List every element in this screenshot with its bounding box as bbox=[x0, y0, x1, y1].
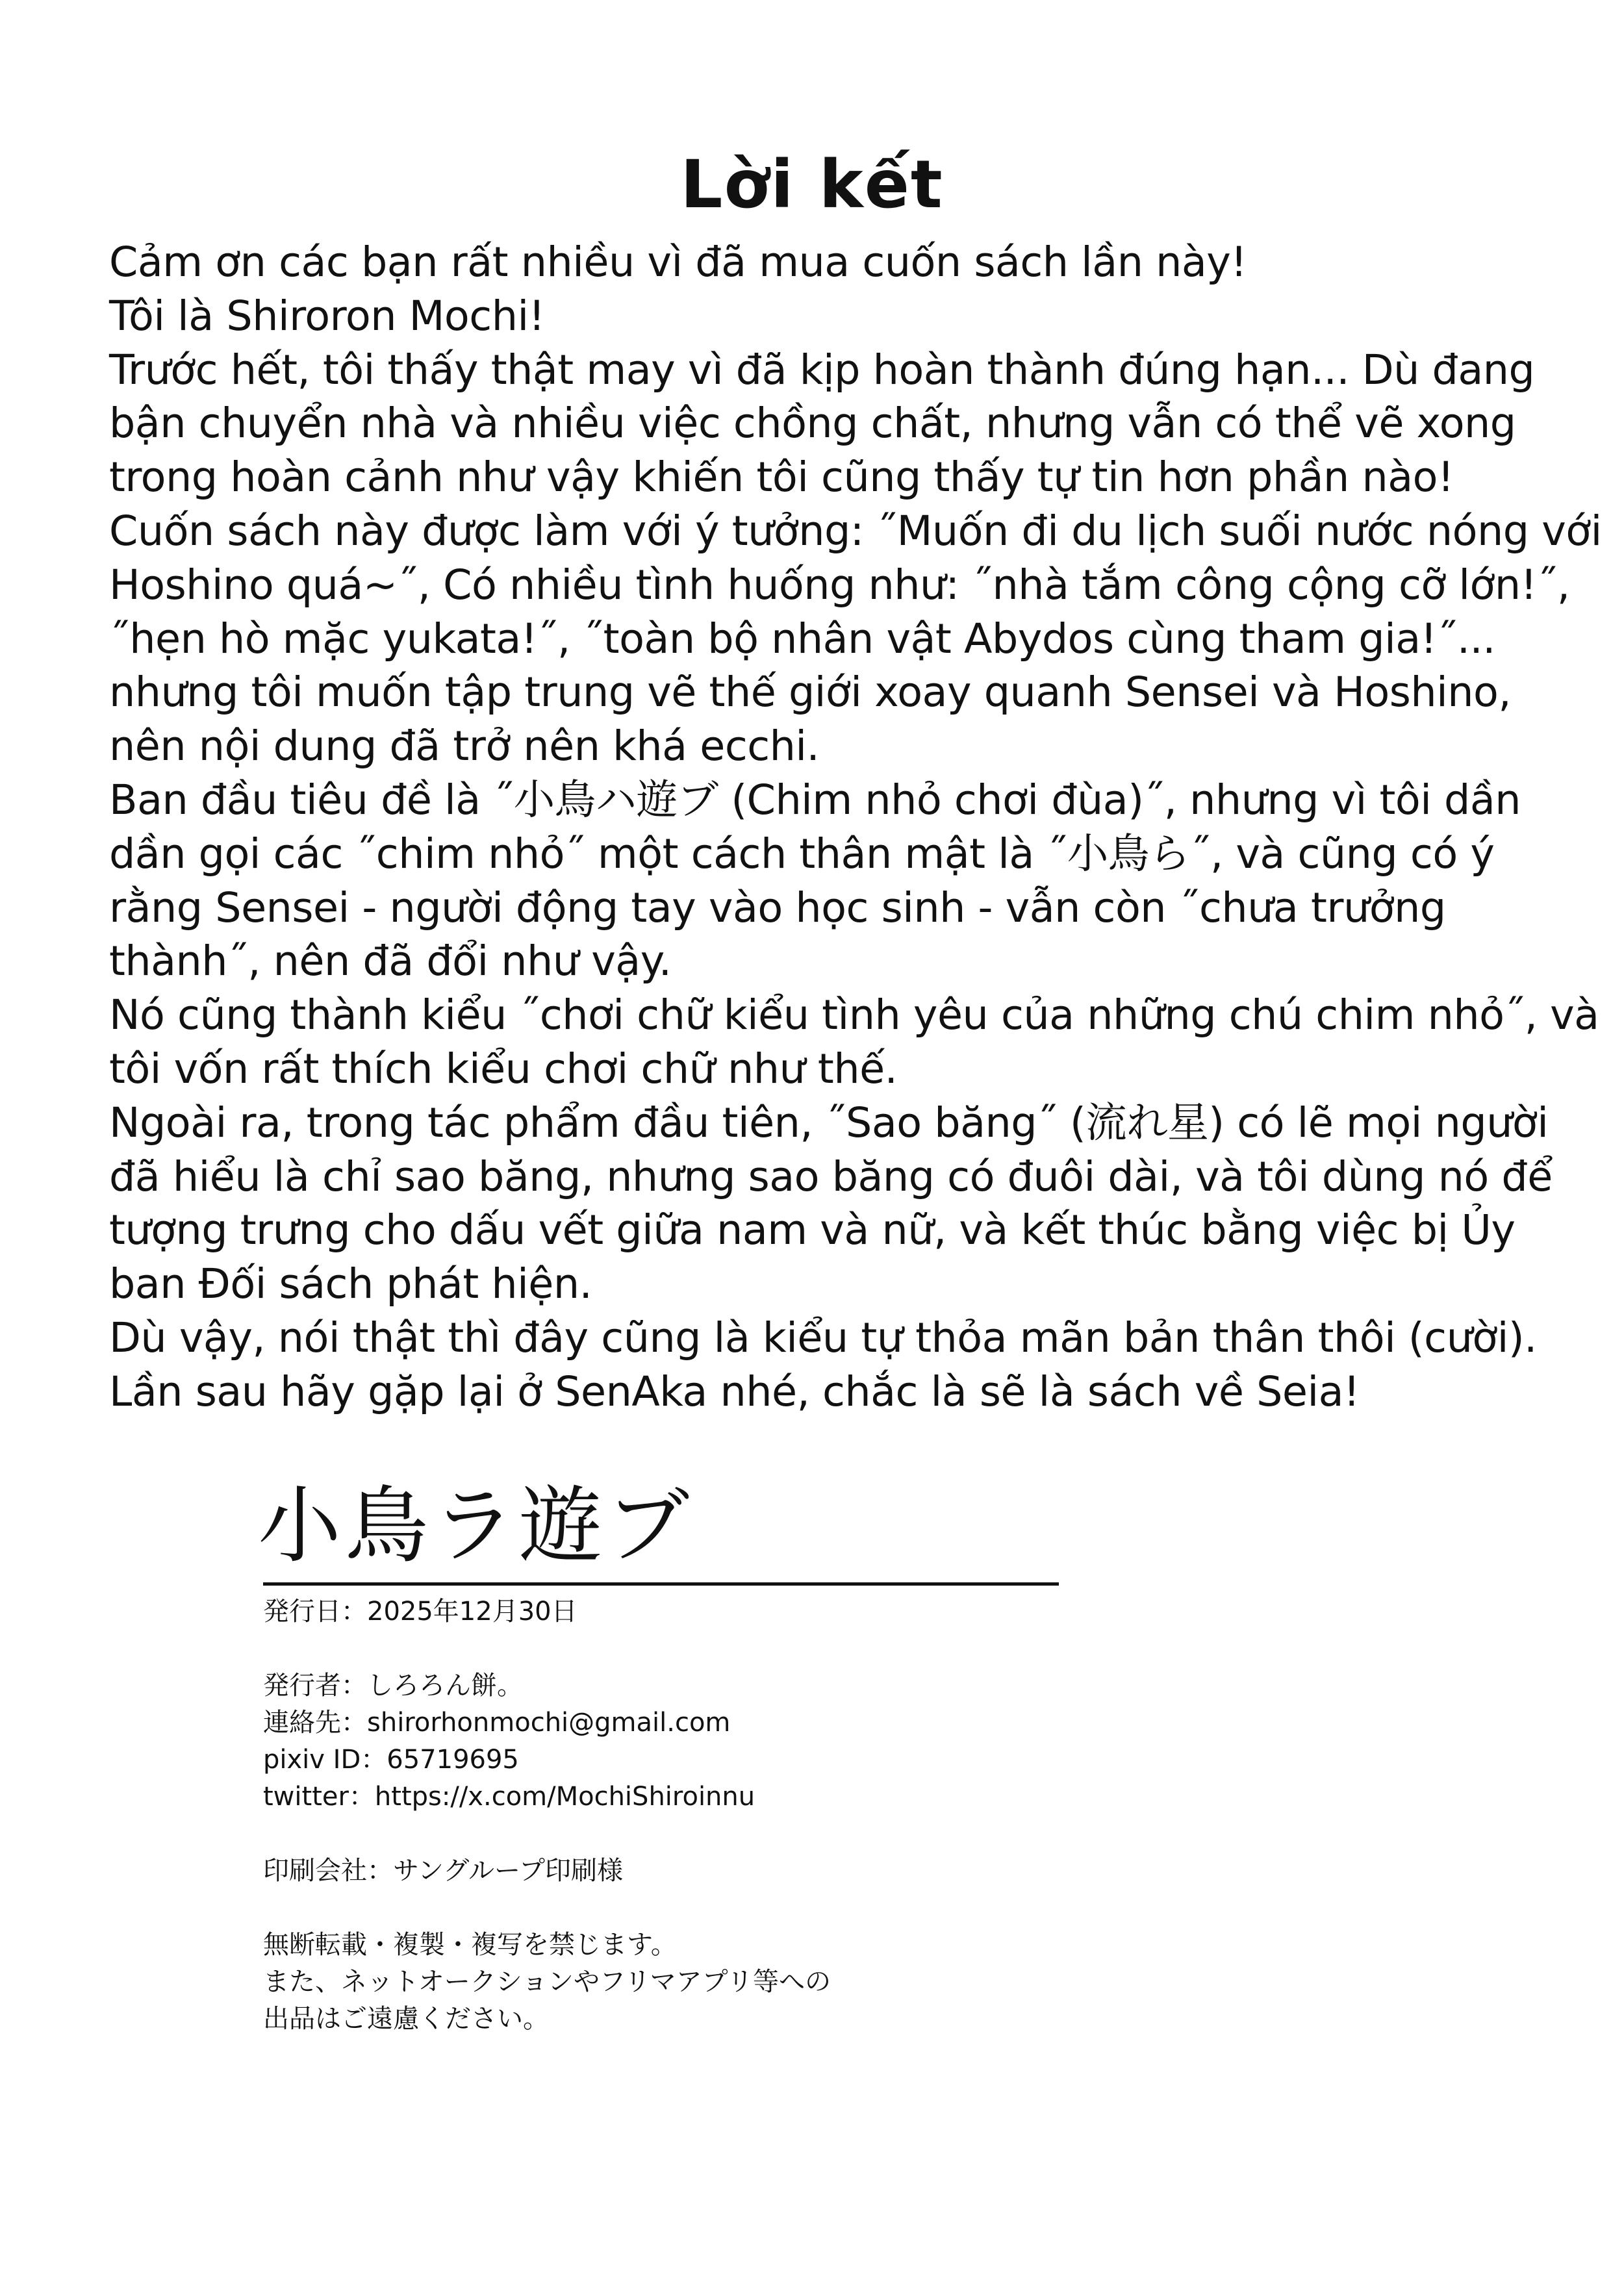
spacer bbox=[263, 1816, 1302, 1853]
afterword-line: nên nội dung đã trở nên khá ecchi. bbox=[109, 722, 820, 770]
afterword-line: đã hiểu là chỉ sao băng, nhưng sao băng có đuôi dài, và tôi dùng nó để bbox=[109, 1152, 1553, 1200]
afterword-line: Nó cũng thành kiểu ˝chơi chữ kiểu tình yêu của những chú chim nhỏ˝, và bbox=[109, 991, 1599, 1039]
afterword-line: nhưng tôi muốn tập trung vẽ thế giới xoay quanh Sensei và Hoshino, bbox=[109, 668, 1511, 716]
spacer bbox=[263, 1890, 1302, 1927]
book-title: 小鳥ラ遊ブ bbox=[258, 1478, 694, 1575]
resale-notice: また、ネットオークションやフリマアプリ等への bbox=[263, 1967, 831, 1997]
afterword-title: Lời kết bbox=[680, 146, 944, 223]
publisher: 発行者：しろろん餅。 bbox=[263, 1671, 523, 1701]
copyright-notice: 無断転載・複製・複写を禁じます。 bbox=[263, 1930, 677, 1960]
afterword-line: Ban đầu tiêu đề là ˝小鳥ハ遊ブ (Chim nhỏ chơi đùa)˝, nhưng vì tôi dần bbox=[109, 775, 1521, 824]
afterword-line: dần gọi các ˝chim nhỏ˝ một cách thân mật là ˝小鳥ら˝, và cũng có ý bbox=[109, 829, 1495, 878]
pixiv-id: pixiv ID：65719695 bbox=[263, 1745, 519, 1775]
colophon-info bbox=[263, 1586, 1302, 2038]
afterword-line: ˝hẹn hò mặc yukata!˝, ˝toàn bộ nhân vật Abydos cùng tham gia!˝... bbox=[109, 614, 1495, 663]
release-date: 発行日：2025年12月30日 bbox=[263, 1597, 577, 1627]
afterword-line: Hoshino quá~˝, Có nhiều tình huống như: ˝nhà tắm công cộng cỡ lớn!˝, bbox=[109, 560, 1570, 609]
afterword-line: rằng Sensei - người động tay vào học sinh - vẫn còn ˝chưa trưởng bbox=[109, 883, 1446, 931]
contact-email: 連絡先：shirorhonmochi@gmail.com bbox=[263, 1708, 731, 1738]
spacer bbox=[263, 1586, 1302, 1593]
afterword-line: trong hoàn cảnh như vậy khiến tôi cũng thấy tự tin hơn phần nào! bbox=[109, 453, 1454, 501]
afterword-line: Lần sau hãy gặp lại ở SenAka nhé, chắc là sẽ là sách về Seia! bbox=[109, 1367, 1360, 1415]
afterword-line: ban Đối sách phát hiện. bbox=[109, 1260, 592, 1308]
afterword-line: tượng trưng cho dấu vết giữa nam và nữ, và kết thúc bằng việc bị Ủy bbox=[109, 1206, 1516, 1254]
colophon bbox=[258, 1475, 1302, 2038]
afterword-line: Trước hết, tôi thấy thật may vì đã kịp hoàn thành đúng hạn... Dù đang bbox=[109, 345, 1535, 394]
afterword-line: Cuốn sách này được làm với ý tưởng: ˝Muốn đi du lịch suối nước nóng với bbox=[109, 506, 1602, 555]
spacer bbox=[263, 1630, 1302, 1667]
afterword-body bbox=[109, 235, 1602, 1419]
afterword-line: tôi vốn rất thích kiểu chơi chữ như thế. bbox=[109, 1044, 898, 1093]
afterword-line: bận chuyển nhà và nhiều việc chồng chất, nhưng vẫn có thể vẽ xong bbox=[109, 399, 1516, 448]
twitter-link: twitter：https://x.com/MochiShiroinnu bbox=[263, 1782, 755, 1812]
afterword-line: thành˝, nên đã đổi như vậy. bbox=[109, 937, 672, 985]
afterword-line: Cảm ơn các bạn rất nhiều vì đã mua cuốn sách lần này! bbox=[109, 238, 1247, 286]
printing-company: 印刷会社：サングループ印刷様 bbox=[263, 1856, 623, 1886]
afterword-line: Dù vậy, nói thật thì đây cũng là kiểu tự thỏa mãn bản thân thôi (cười). bbox=[109, 1313, 1537, 1362]
resale-notice: 出品はご遠慮ください。 bbox=[263, 2004, 549, 2034]
afterword-line: Ngoài ra, trong tác phẩm đầu tiên, ˝Sao băng˝ (流れ星) có lẽ mọi người bbox=[109, 1098, 1549, 1146]
afterword-line: Tôi là Shiroron Mochi! bbox=[109, 291, 545, 340]
